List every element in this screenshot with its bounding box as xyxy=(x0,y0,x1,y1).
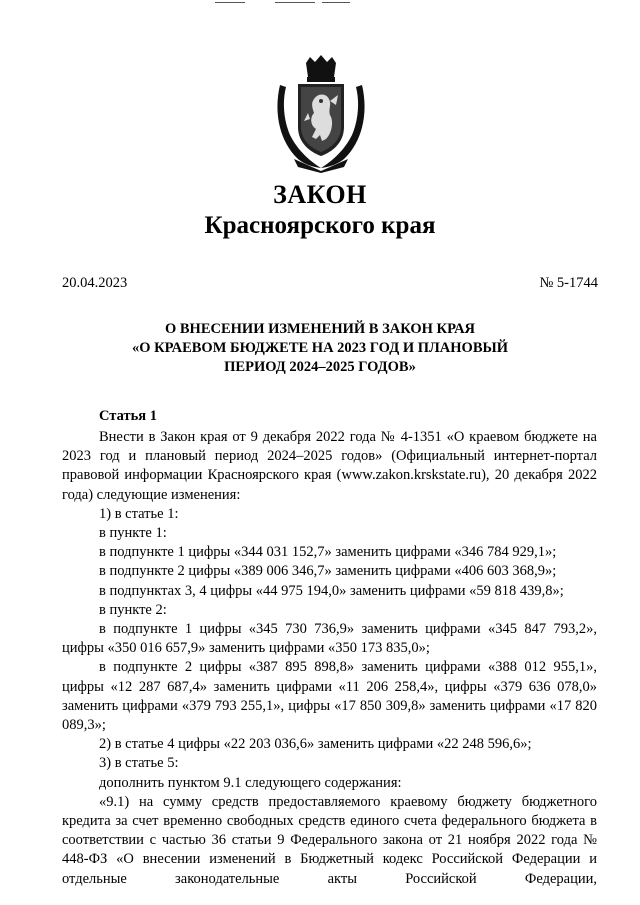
body-paragraph: дополнить пунктом 9.1 следующего содержания: xyxy=(99,774,402,791)
law-heading-line: ПЕРИОД 2024–2025 ГОДОВ» xyxy=(224,359,416,375)
body-paragraph: Внести в Закон края от 9 декабря 2022 года № 4-1351 «О краевом бюджете на 2023 год и плановый период 2024–2025 годов» (Официальный интернет-портал правовой информации Красноярского края (www.zakon.krskstate.ru), 20 декабря 2022 года) следующие изменения: xyxy=(62,429,597,503)
body-paragraph: 1) в статье 1: xyxy=(99,505,179,522)
body-paragraph: в подпункте 2 цифры «389 006 346,7» заменить цифрами «406 603 368,9»; xyxy=(99,563,557,580)
body-paragraph: 3) в статье 5: xyxy=(99,755,179,772)
document-date: 20.04.2023 xyxy=(62,275,128,291)
document-body xyxy=(62,428,597,889)
document-subtitle: Красноярского края xyxy=(204,212,436,239)
body-paragraph: в подпунктах 3, 4 цифры «44 975 194,0» заменить цифрами «59 818 439,8»; xyxy=(99,582,564,599)
law-heading-line: О ВНЕСЕНИИ ИЗМЕНЕНИЙ В ЗАКОН КРАЯ xyxy=(164,321,476,337)
law-heading-line: «О КРАЕВОМ БЮДЖЕТЕ НА 2023 ГОД И ПЛАНОВЫЙ xyxy=(131,340,509,356)
body-paragraph: в пункте 1: xyxy=(99,525,167,542)
body-paragraph: 2) в статье 4 цифры «22 203 036,6» заменить цифрами «22 248 596,6»; xyxy=(99,736,532,753)
body-paragraph: в пункте 2: xyxy=(99,601,167,618)
body-paragraph: в подпункте 1 цифры «345 730 736,9» заменить цифрами «345 847 793,2», цифры «350 016 657,9» заменить цифрами «350 173 835,0»; xyxy=(62,621,597,657)
article-title: Статья 1 xyxy=(99,408,157,424)
document-title: ЗАКОН xyxy=(273,180,367,209)
body-paragraph: в подпункте 2 цифры «387 895 898,8» заменить цифрами «388 012 955,1», цифры «12 287 687,4» заменить цифрами «11 206 258,4», цифры «379 636 078,0» заменить цифрами «379 793 255,1», цифры «17 850 309,8» заменить цифрами «17 820 089,3»; xyxy=(62,659,597,734)
body-paragraph: «9.1) на сумму средств предоставляемого краевому бюджету бюджетного кредита за счет временно свободных средств единого счета федерального бюджета в соответствии с частью 36 статьи 9 Федерального закона от 21 ноября 2022 года № 448-ФЗ «О внесении изменений в Бюджетный кодекс Российской Федерации и отдельные законодательные акты Российской Федерации, xyxy=(62,793,597,887)
scan-top-marks xyxy=(0,0,640,6)
krasnoyarsk-coat-of-arms-icon xyxy=(274,55,368,173)
body-paragraph: в подпункте 1 цифры «344 031 152,7» заменить цифрами «346 784 929,1»; xyxy=(99,544,557,561)
law-heading xyxy=(0,320,640,377)
document-number: № 5-1744 xyxy=(539,275,598,291)
